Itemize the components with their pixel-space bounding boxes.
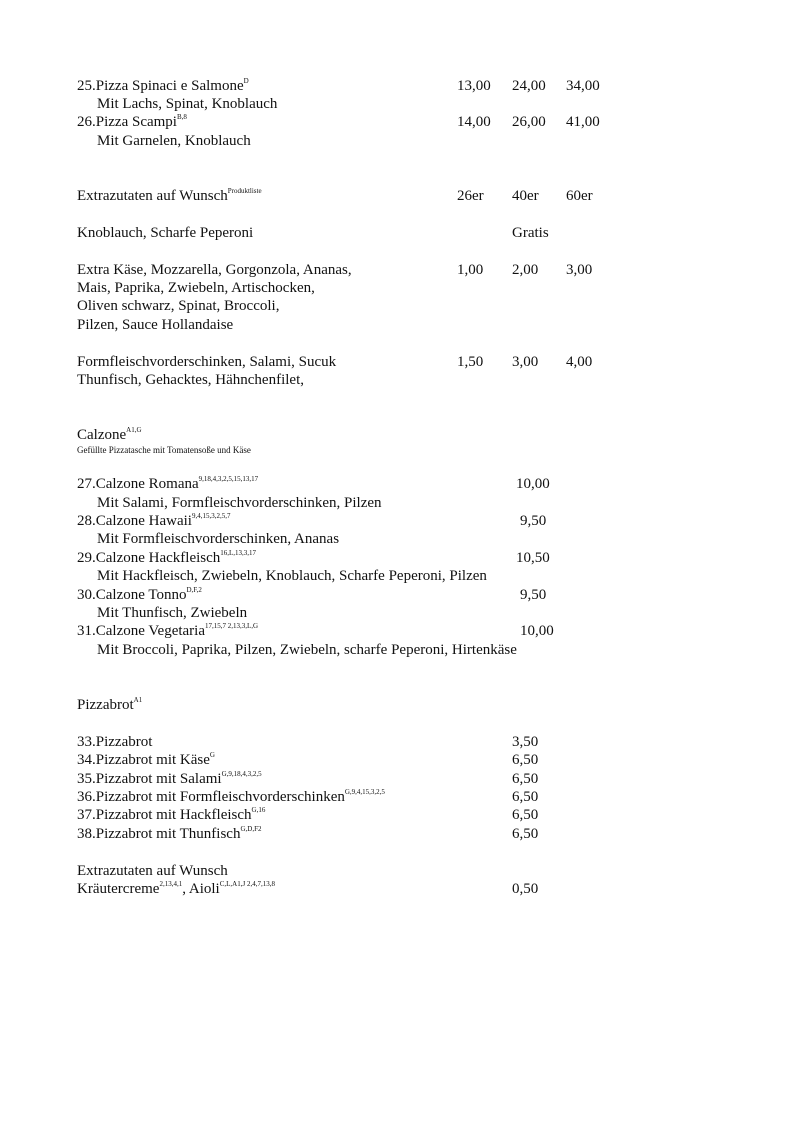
extras-free-items: Knoblauch, Scharfe Peperoni	[77, 225, 254, 241]
pizzabrot-heading: Pizzabrot$^{A1}$	[77, 696, 143, 713]
calzone-heading: Calzone$^{A1,G}$	[77, 426, 142, 443]
size-header-26er: 26er	[457, 188, 484, 204]
price-60er: 4,00	[566, 354, 593, 370]
extras-heading: Extrazutaten auf Wunsch$^{Produktliste}$	[77, 187, 262, 204]
menu-item-price: 9,50	[520, 513, 547, 529]
extras-group-line: Thunfisch, Gehacktes, Hähnchenfilet,	[77, 372, 304, 388]
extras-group-line: Mais, Paprika, Zwiebeln, Artischocken,	[77, 280, 315, 296]
extras-group-line: Oliven schwarz, Spinat, Broccoli,	[77, 298, 280, 314]
menu-item-price: 6,50	[512, 826, 539, 842]
price-40er: 26,00	[512, 114, 546, 130]
menu-item-description: Mit Thunfisch, Zwiebeln	[97, 605, 248, 621]
price-40er: 3,00	[512, 354, 539, 370]
price-26er: 1,00	[457, 262, 484, 278]
menu-item-price: 10,50	[516, 550, 550, 566]
menu-item-price: 6,50	[512, 807, 539, 823]
menu-item-description: Mit Salami, Formfleischvorderschinken, Pilzen	[97, 495, 382, 511]
extras-group-line: Pilzen, Sauce Hollandaise	[77, 317, 234, 333]
pizzabrot-extras-items: Kräutercreme$^{2,13,4,1}$, Aioli$^{C,L,A1,J 2,4,7,13,8}$	[77, 880, 275, 897]
menu-item-description: Mit Lachs, Spinat, Knoblauch	[97, 96, 278, 112]
size-header-60er: 60er	[566, 188, 593, 204]
menu-item-name: 37.Pizzabrot mit Hackfleisch$^{G,16}$	[77, 806, 266, 823]
price-26er: 14,00	[457, 114, 491, 130]
menu-item-description: Mit Broccoli, Paprika, Pilzen, Zwiebeln, scharfe Peperoni, Hirtenkäse	[97, 642, 517, 658]
extras-free-price: Gratis	[512, 225, 549, 241]
menu-item-name: 26.Pizza Scampi$^{B,8}$	[77, 113, 187, 130]
menu-item-name: 36.Pizzabrot mit Formfleischvorderschinken$^{G,9,4,15,3,2,5}$	[77, 788, 385, 805]
price-26er: 13,00	[457, 78, 491, 94]
menu-item-name: 33.Pizzabrot	[77, 734, 153, 750]
price-26er: 1,50	[457, 354, 484, 370]
menu-item-description: Mit Garnelen, Knoblauch	[97, 133, 251, 149]
menu-item-name: 35.Pizzabrot mit Salami$^{G,9,18,4,3,2,5}$	[77, 770, 262, 787]
menu-item-price: 6,50	[512, 789, 539, 805]
price-60er: 3,00	[566, 262, 593, 278]
menu-item-name: 28.Calzone Hawaii$^{9,4,15,3,2,5,7}$	[77, 512, 231, 529]
price-60er: 34,00	[566, 78, 600, 94]
size-header-40er: 40er	[512, 188, 539, 204]
menu-item-price: 3,50	[512, 734, 539, 750]
menu-item-name: 31.Calzone Vegetaria$^{17,15,7 2,13,3,L,G}$	[77, 622, 259, 639]
menu-item-name: 25.Pizza Spinaci e Salmone$^D$	[77, 77, 249, 94]
calzone-subtitle: Gefüllte Pizzatasche mit Tomatensoße und Käse	[77, 445, 251, 455]
extras-group-line: Extra Käse, Mozzarella, Gorgonzola, Ananas,	[77, 262, 352, 278]
pizzabrot-extras-heading: Extrazutaten auf Wunsch	[77, 863, 228, 879]
menu-item-name: 27.Calzone Romana$^{9,18,4,3,2,5,15,13,17}$	[77, 475, 259, 492]
menu-item-name: 30.Calzone Tonno$^{D,F,2}$	[77, 586, 202, 603]
price-40er: 24,00	[512, 78, 546, 94]
menu-item-name: 34.Pizzabrot mit Käse$^G$	[77, 751, 215, 768]
price-60er: 41,00	[566, 114, 600, 130]
menu-item-price: 9,50	[520, 587, 547, 603]
menu-item-name: 29.Calzone Hackfleisch$^{16,L,13,3,17}$	[77, 549, 257, 566]
extras-group-line: Formfleischvorderschinken, Salami, Sucuk	[77, 354, 337, 370]
menu-item-price: 6,50	[512, 771, 539, 787]
menu-item-price: 6,50	[512, 752, 539, 768]
menu-item-description: Mit Hackfleisch, Zwiebeln, Knoblauch, Scharfe Peperoni, Pilzen	[97, 568, 487, 584]
pizzabrot-extras-price: 0,50	[512, 881, 539, 897]
menu-item-name: 38.Pizzabrot mit Thunfisch$^{G,D,F2}$	[77, 825, 262, 842]
menu-item-price: 10,00	[520, 623, 554, 639]
menu-item-description: Mit Formfleischvorderschinken, Ananas	[97, 531, 340, 547]
price-40er: 2,00	[512, 262, 539, 278]
menu-item-price: 10,00	[516, 476, 550, 492]
